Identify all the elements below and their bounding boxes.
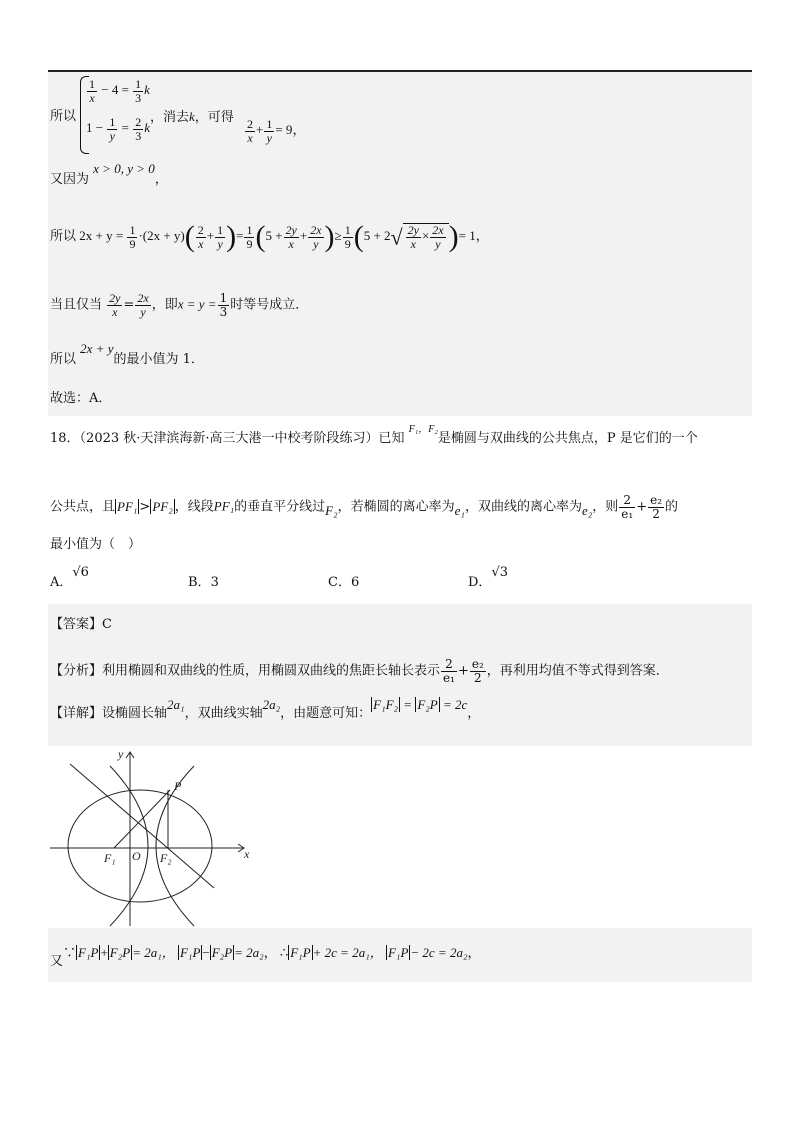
ellipse-hyperbola-figure	[48, 746, 256, 928]
point-p-label: P	[174, 779, 182, 793]
ellipse-curve	[68, 790, 212, 902]
step1-result: $\frac{2}{x}$ + $\frac{1}{y}$ = 9，	[247, 117, 306, 145]
q18-line3: 最小值为（ ）	[50, 537, 142, 552]
step2: 又因为 x > 0, y > 0，	[50, 161, 168, 187]
option-d[interactable]: D．√3	[468, 565, 508, 590]
step3-inequality: 所以 2x + y = $\frac{1}{9}$ ·(2x + y)( $\frac{2}{x}$ + $\frac{1}{y}$ )= $\frac{1}{9}$ (5 + $\frac{2y}{x}$ + $\frac{2x}{y}$ )≥ $\frac{1}{9}$ (5 + 2√ $\frac{2y}{x}$ × $\frac{2x}{y}$ )= 1，	[50, 220, 489, 253]
option-b[interactable]: B．3	[188, 575, 219, 590]
detail-line: 【详解】设椭圆长轴2a₁，双曲线实轴2a₂，由题意可知：F₁F₂ = F₂P = 2c，	[50, 697, 481, 721]
equation-1: $\frac{1}{x}$ − 4 = $\frac{1}{3}$ k	[89, 77, 150, 105]
origin-label: O	[132, 849, 141, 863]
step1-prefix: 所以	[50, 109, 77, 124]
option-a[interactable]: A．√6	[50, 565, 89, 590]
q18-line2: 公共点，且 PF₁ > PF₂ ，线段PF₁的垂直平分线过F₂，若椭圆的离心率为e₁，双曲线的离心率为e₂，则 $\frac{2}{\text{e₁}}$ + $\frac{\text{e₂}}{2}$ 的	[50, 493, 679, 521]
step6-choice: 故选：A．	[50, 391, 112, 406]
focus-f2-label: F₂	[160, 851, 172, 865]
bisector-line	[70, 764, 214, 888]
segment-f1-p	[114, 790, 170, 848]
analysis-line: 【分析】利用椭圆和双曲线的性质，用椭圆双曲线的焦距长轴长表示 $\frac{2}{\text{e₁}}$ + $\frac{\text{e₂}}{2}$ ，再利用均值不等式得到答案．	[50, 657, 669, 685]
answer-line: 【答案】C	[50, 617, 112, 632]
focus-f1-label: F₁	[104, 851, 116, 865]
step4-equality-condition: 当且仅当 $\frac{2y}{x}$ = $\frac{2x}{y}$ ，即x = y = $\frac{1}{3}$ 时等号成立．	[50, 291, 309, 319]
q18-line1: 18．（2023 秋·天津滨海新·高三大港一中校考阶段练习）已知 $^{F_1,F_2}$是椭圆与双曲线的公共焦点，P 是它们的一个	[50, 424, 698, 446]
step1-mid: ，消去k，可得	[150, 109, 234, 125]
option-c[interactable]: C．6	[328, 575, 360, 590]
step5-min-value: 所以 2x + y的最小值为 1．	[50, 341, 204, 367]
y-axis-label: y	[118, 747, 124, 761]
x-axis-label: x	[244, 847, 250, 861]
figure-svg	[48, 746, 256, 928]
equation-2: 1 − $\frac{1}{y}$ = $\frac{2}{3}$ k	[86, 115, 150, 143]
last-line: 又∵ F₁P + F₂P = 2a₁， F₁P − F₂P = 2a₂， ∴ F₁P + 2c = 2a₁， F₁P − 2c = 2a₂，	[50, 945, 481, 968]
